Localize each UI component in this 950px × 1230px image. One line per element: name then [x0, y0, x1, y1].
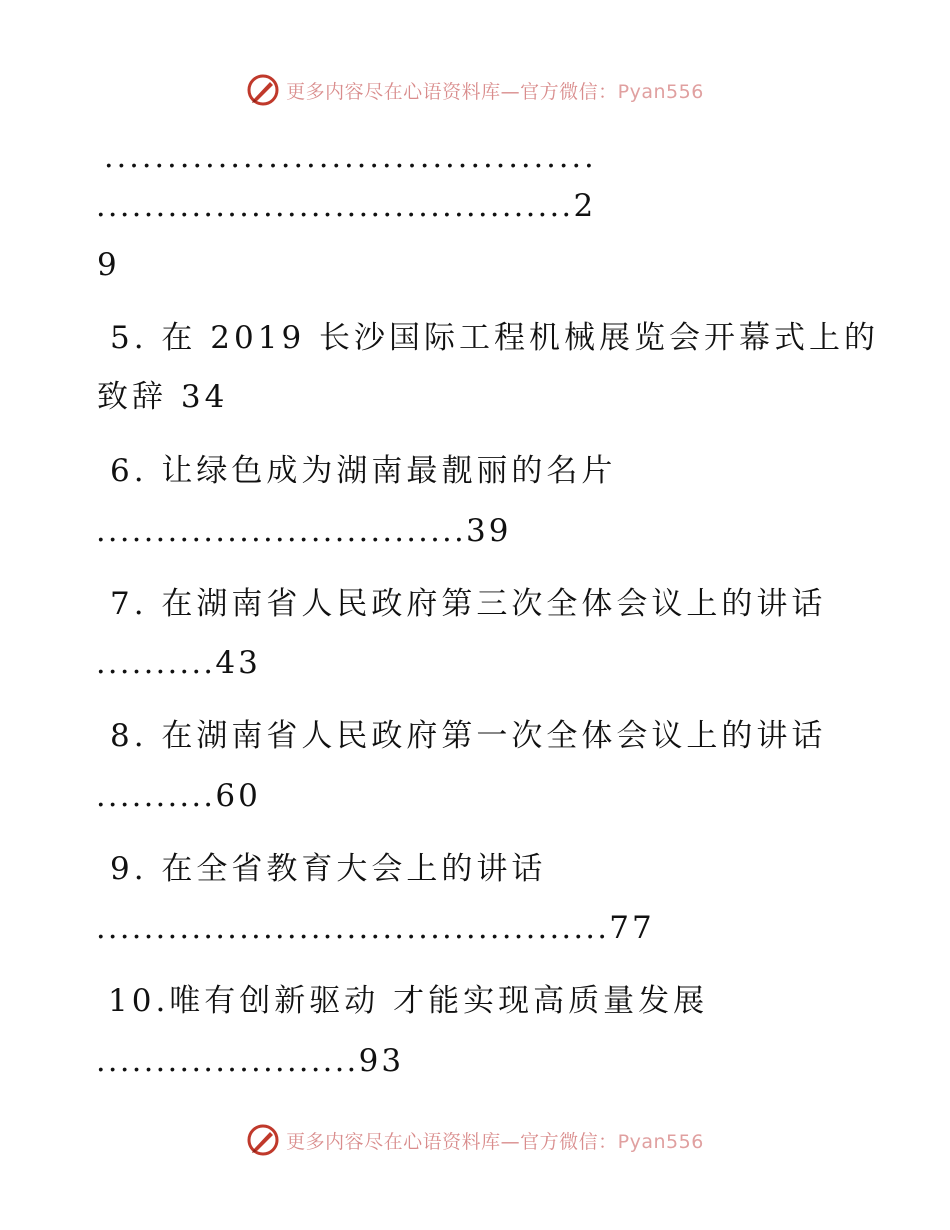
toc-leader-line: ..........60 — [96, 778, 261, 814]
footer-watermark — [0, 1120, 950, 1160]
toc-page-number: 9 — [97, 247, 121, 283]
toc-entry-5: 5. 在 2019 长沙国际工程机械展览会开幕式上的 — [110, 320, 880, 356]
toc-leader-line: ...........................................77 — [96, 910, 655, 946]
watermark-text: 更多内容尽在心语资料库—官方微信：Pyan556 — [286, 80, 704, 103]
quill-logo-icon — [246, 1123, 280, 1157]
toc-leader-line: ......................93 — [96, 1043, 405, 1079]
watermark-text: 更多内容尽在心语资料库—官方微信：Pyan556 — [286, 1130, 704, 1153]
toc-entry-8: 8. 在湖南省人民政府第一次全体会议上的讲话 — [110, 718, 827, 754]
toc-entry-5-cont: 致辞 34 — [97, 379, 229, 415]
toc-dot-leader: ....................................... — [104, 140, 597, 175]
toc-entry-6: 6. 让绿色成为湖南最靓丽的名片 — [110, 453, 617, 489]
toc-leader-line: ........................................2 — [96, 188, 597, 224]
toc-entry-7: 7. 在湖南省人民政府第三次全体会议上的讲话 — [110, 586, 827, 622]
toc-entry-9: 9. 在全省教育大会上的讲话 — [110, 851, 547, 887]
toc-leader-line: ...............................39 — [96, 513, 512, 549]
toc-entry-10: 10.唯有创新驱动 才能实现高质量发展 — [108, 983, 709, 1019]
toc-leader-line: ..........43 — [96, 645, 261, 681]
